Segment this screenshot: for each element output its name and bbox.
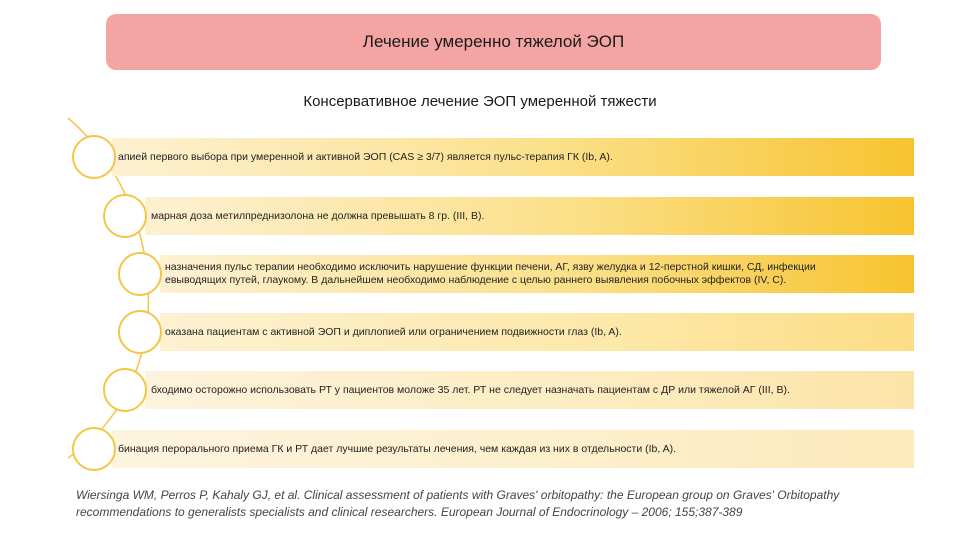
bullet-circle	[103, 194, 147, 238]
bullet-circle	[118, 252, 162, 296]
bullet-circle	[118, 310, 162, 354]
list-item-text: бходимо осторожно использовать РТ у пациентов моложе 35 лет. РТ не следует назначать пациентам с ДР или тяжелой АГ (III, B).	[151, 383, 790, 396]
list-item-text: оказана пациентам с активной ЭОП и диплопией или ограничением подвижности глаз (Ib, A).	[165, 325, 622, 338]
list-item	[145, 371, 914, 409]
slide-subtitle: Консервативное лечение ЭОП умеренной тяжести	[303, 93, 657, 110]
slide-title-text: Лечение умеренно тяжелой ЭОП	[362, 32, 625, 51]
list-item	[160, 313, 914, 351]
reference-citation: Wiersinga WM, Perros P, Kahaly GJ, et al. Clinical assessment of patients with Graves' orbitopathy: the European group on Graves' Orbitopathy recommendations to generalists specialists and clinical researchers. European Journal of Endocrinology – 2006; 155;387-389	[76, 488, 840, 519]
list-item-text: назначения пульс терапии необходимо исключить нарушение функции печени, АГ, язву желудка и 12-перстной кишки, СД, инфекции евыводящих путей, глаукому. В дальнейшем необходимо наблюдение с целью раннего выявления побочных эффектов (IV, C).	[165, 261, 816, 286]
bullet-circle	[72, 135, 116, 179]
list-item-text: апией первого выбора при умеренной и активной ЭОП (CAS ≥ 3/7) является пульс-терапия ГК (Ib, A).	[118, 150, 613, 163]
bullet-circle	[72, 427, 116, 471]
list-item	[160, 255, 914, 293]
list-item	[112, 430, 914, 468]
list-item	[145, 197, 914, 235]
list-item	[112, 138, 914, 176]
list-item-text: марная доза метилпреднизолона не должна превышать 8 гр. (III, B).	[151, 209, 485, 222]
list-item-text: бинация перорального приема ГК и РТ дает лучшие результаты лечения, чем каждая из них в отдельности (Ib, A).	[118, 442, 677, 455]
bullet-circle	[103, 368, 147, 412]
